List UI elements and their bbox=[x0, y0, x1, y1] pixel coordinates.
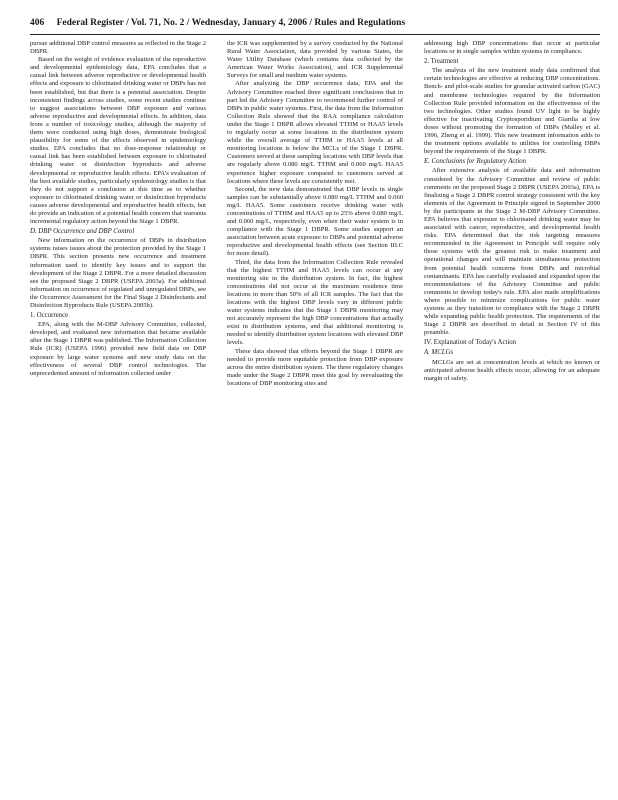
body-paragraph: Based on the weight of evidence evaluation of the reproductive and developmental epidemiology data, EPA concludes that a causal link between adverse reproductive or developmental health effects and exposure to chlorinated drinking water or DBPs has not been established, but that there is a potential association. Despite inconsistent findings across studies, some recent studies continue to suggest associations between DBP exposure and various adverse reproductive and developmental effects. In addition, data from a number of toxicology studies, although the majority of them were conducted using high doses, demonstrate biological plausibility for some of the effects observed in epidemiology studies. EPA concludes that no dose-response relationship or causal link has been established between exposure to chlorinated drinking water or disinfection byproducts and adverse developmental or reproductive health effects. EPA's evaluation of the best available studies, particularly epidemiology studies is that they do not support a conclusion at this time as to whether exposure to chlorinated drinking water or disinfection byproducts causes adverse developmental and reproductive health effects, but do provide an indication of a potential health concern that warrants incremental regulatory action beyond the Stage 1 DBPR. bbox=[30, 56, 206, 226]
body-paragraph: Third, the data from the Information Collection Rule revealed that the highest TTHM and HAA5 levels can occur at any monitoring site in the distribution system. In fact, the highest concentrations did not occur at the maximum residence time locations in more than 50% of all ICR samples. The fact that the locations with the highest DBP levels vary in different public water systems indicates that the Stage 1 DBPR monitoring may not accurately represent the high DBP concentrations that actually exist in distribution systems, and that additional monitoring is needed to identify distribution system locations with elevated DBP levels. bbox=[227, 258, 403, 347]
page-number: 406 bbox=[30, 18, 45, 28]
column-right bbox=[424, 40, 600, 780]
body-paragraph: The analysis of the new treatment study data confirmed that certain technologies are effective at reducing DBP concentrations. Bench- and pilot-scale studies for granular activated carbon (GAC) and membrane technologies required by the Information Collection Rule provided information on the effectiveness of the two technologies. Other studies found UV light to be highly effective for inactivating Cryptosporidium and Giardia at low doses without promoting the formation of DBPs (Malley et al. 1996, Zheng et al. 1999). This new treatment information adds to the treatment options available to utilities for controlling DBPs beyond the requirements of the Stage 1 DBPR. bbox=[424, 67, 600, 156]
body-paragraph: New information on the occurrence of DBPs in distribution systems raises issues about the protection provided by the Stage 1 DBPR. This section presents new occurrence and treatment information used to identify key issues and to support the development of the Stage 2 DBPR. For a more detailed discussion see the proposed Stage 2 DBPR (USEPA 2003a). For additional information on occurrence of regulated and unregulated DBPs, see the Occurrence Assessment for the Final Stage 2 Disinfectants and Disinfection Byproducts Rule (USEPA 2005h). bbox=[30, 237, 206, 309]
column-middle bbox=[227, 40, 403, 780]
body-paragraph: These data showed that efforts beyond the Stage 1 DBPR are needed to provide more equitable protection from DBP exposure across the entire distribution system. The three regulatory changes made under the Stage 2 DBPR meet this goal by reevaluating the locations of DBP monitoring sites and bbox=[227, 347, 403, 387]
subsection-heading: IV. Explanation of Today's Action bbox=[424, 339, 517, 347]
running-header bbox=[30, 18, 600, 34]
section-heading: E. Conclusions for Regulatory Action bbox=[424, 158, 527, 166]
running-head-title: Federal Register / Vol. 71, No. 2 / Wednesday, January 4, 2006 / Rules and Regulations bbox=[56, 18, 406, 28]
body-paragraph: After extensive analysis of available data and information considered by the Advisory Committee and review of public comments on the proposed Stage 2 DBPR (USEPA 2003a), EPA is finalizing a Stage 2 DBPR control strategy consistent with the key elements of the Agreement in Principle signed in September 2000 by the participants in the Stage 2 M-DBP Advisory Committee. EPA believes that exposure to chlorinated drinking water may be associated with cancer, reproductive, and developmental health risks. EPA determined that the risk targeting measures recommended in the Agreement in Principle will require only those systems with the greatest risk to make treatment and operational changes and will maintain simultaneous protection from potential health concerns from DBPs and microbial contaminants. EPA has carefully evaluated and expanded upon the recommendations of the Advisory Committee and public comments to develop today's rule. EPA also made simplifications where possible to minimize complications for public water systems as they transition to compliance with the Stage 2 DBPR while expanding public health protection. The requirements of the Stage 2 DBPR are described in detail in Section IV of this preamble. bbox=[424, 167, 600, 337]
body-paragraph: EPA, along with the M-DBP Advisory Committee, collected, developed, and evaluated new information that became available after the Stage 1 DBPR was published. The Information Collection Rule (ICR) (USEPA 1996) provided new field data on DBP exposure by large water systems and new study data on the effectiveness of several DBP control technologies. The unprecedented amount of information collected under bbox=[30, 321, 206, 377]
body-paragraph: Second, the new data demonstrated that DBP levels in single samples can be substantially above 0.080 mg/L TTHM and 0.060 mg/L HAA5. Some customers receive drinking water with concentrations of TTHM and HAA5 up to 25% above 0.080 mg/L and 0.060 mg/L, respectively, even when their water system is in compliance with the Stage 1 DBPR. Some studies support an association between acute exposure to DBPs and potential adverse reproductive and developmental health effects (see Section III.C for more detail). bbox=[227, 185, 403, 258]
body-paragraph: After analyzing the DBP occurrence data, EPA and the Advisory Committee reached three significant conclusions that in part led the Advisory Committee to recommend further control of DBPs in public water systems. First, the data from the Information Collection Rule showed that the RAA compliance calculation under the Stage 1 DBPR allows elevated TTHM or HAA5 levels to regularly occur at some locations in the distribution system while the overall average of TTHM or HAA5 levels at all monitoring locations is below the MCLs of the Stage 1 DBPR. Customers served at these sampling locations with DBP levels that are regularly above 0.080 mg/L TTHM and 0.060 mg/L HAA5 experience higher exposure compared to customers served at locations where these levels are consistently met. bbox=[227, 80, 403, 185]
subsection-heading: 1. Occurrence bbox=[30, 312, 69, 320]
body-paragraph: the ICR was supplemented by a survey conducted by the National Rural Water Association, data provided by various States, the Water Utility Database (which contains data collected by the American Water Works Association), and ICR Supplemental Surveys for small and medium water systems. bbox=[227, 40, 403, 80]
section-heading: A. MCLGs bbox=[424, 349, 454, 357]
body-paragraph: MCLGs are set at concentration levels at which no known or anticipated adverse health effects occur, allowing for an adequate margin of safety. bbox=[424, 358, 600, 382]
body-paragraph: addressing high DBP concentrations that occur at particular locations or in single samples within systems in compliance. bbox=[424, 40, 600, 56]
subsection-heading: 2. Treatment bbox=[424, 58, 459, 66]
body-paragraph: pursue additional DBP control measures as reflected in the Stage 2 DBPR. bbox=[30, 40, 206, 56]
section-heading: D. DBP Occurrence and DBP Control bbox=[30, 228, 135, 236]
header-rule bbox=[30, 34, 600, 35]
column-left bbox=[30, 40, 206, 780]
